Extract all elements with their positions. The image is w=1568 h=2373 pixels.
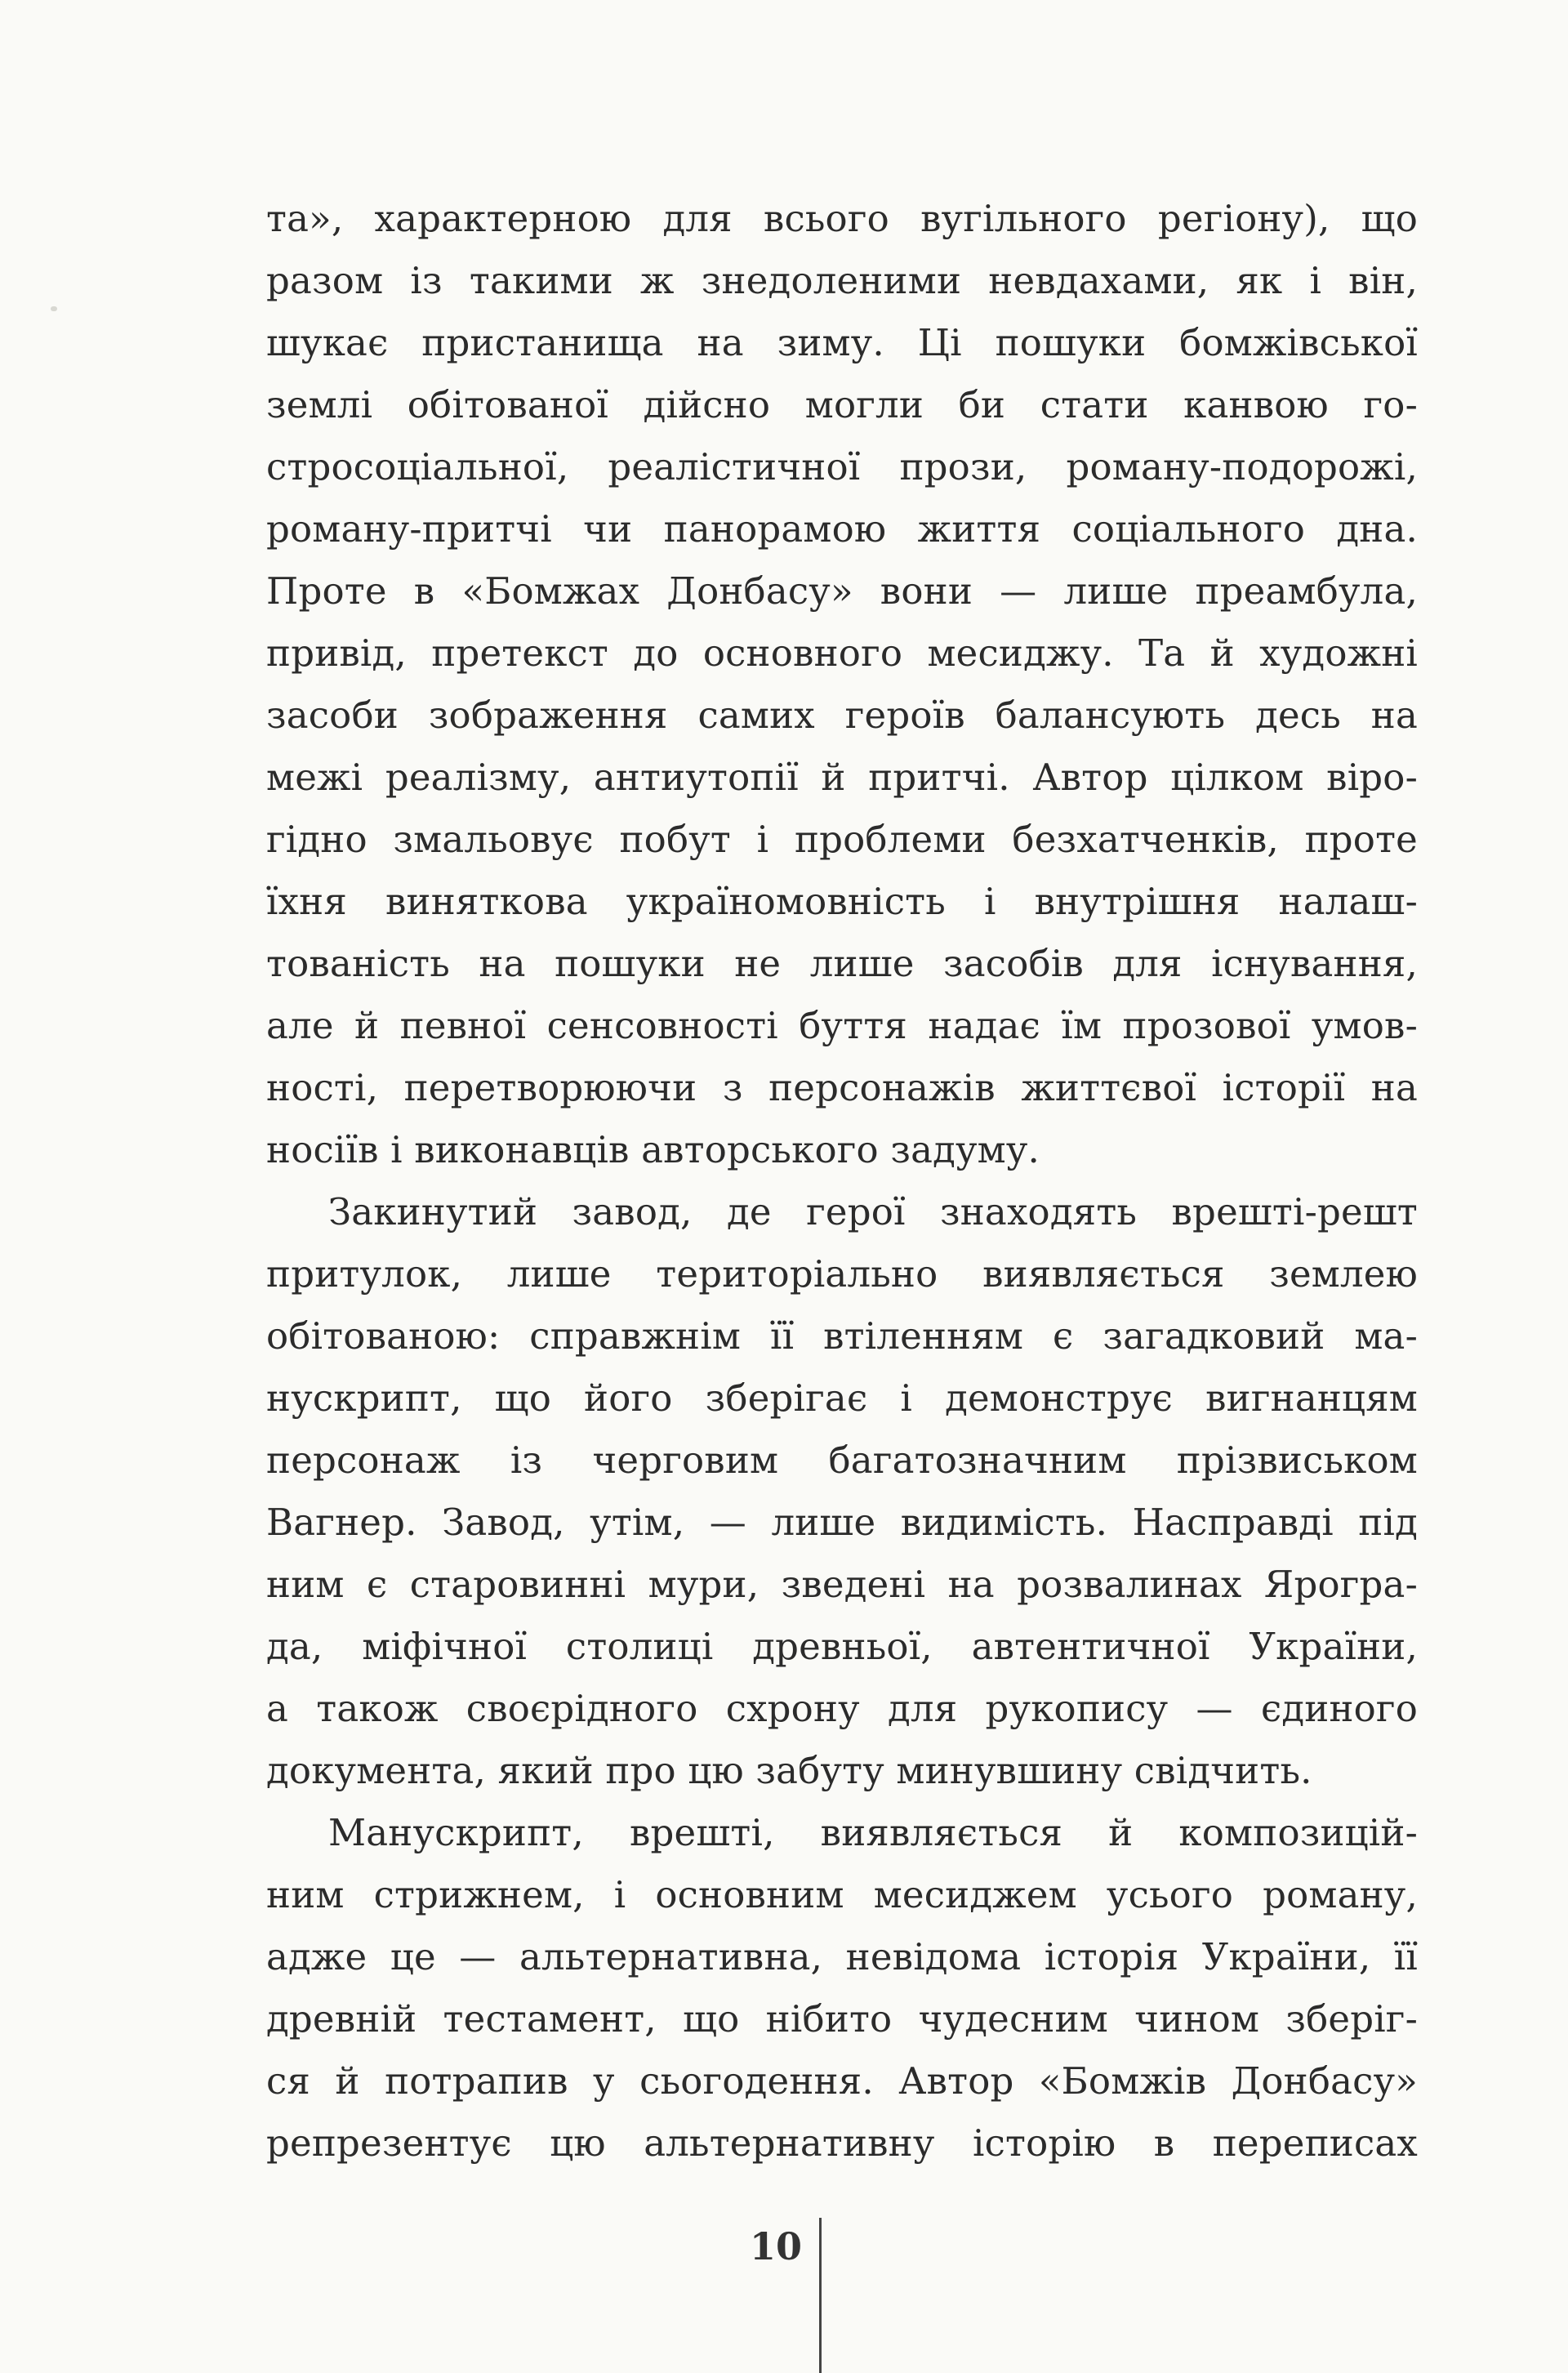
text-line: да, міфічної столиці древньої, автентичної України,: [266, 1625, 1418, 1668]
text-line: гідно змальовує побут і проблеми безхатченків, проте: [266, 818, 1418, 861]
page-number: 10: [749, 2224, 802, 2268]
text-line: Манускрипт, врешті, виявляється й композицій-: [328, 1811, 1418, 1854]
text-line: ним стрижнем, і основним месиджем усього роману,: [266, 1873, 1418, 1916]
text-line: ся й потрапив у сьогодення. Автор «Бомжів Донбасу»: [266, 2059, 1418, 2103]
text-line: носіїв і виконавців авторського задуму.: [266, 1128, 1040, 1171]
text-line: Закинутий завод, де герої знаходять врешті-решт: [328, 1190, 1418, 1233]
text-line: а також своєрідного схрону для рукопису — єдиного: [266, 1687, 1418, 1730]
text-line: засоби зображення самих героїв балансують десь на: [266, 694, 1418, 737]
text-line: ним є старовинні мури, зведені на розвалинах Ярогра-: [266, 1563, 1418, 1606]
text-line: Вагнер. Завод, утім, — лише видимість. Насправді під: [266, 1501, 1418, 1544]
text-line: їхня виняткова україномовність і внутрішня налаш-: [266, 880, 1418, 923]
text-line: стросоціальної, реалістичної прози, роману-подорожі,: [266, 445, 1418, 488]
text-line: адже це — альтернативна, невідома історія України, її: [266, 1935, 1418, 1978]
text-line: шукає пристанища на зиму. Ці пошуки бомжівської: [266, 321, 1418, 364]
text-line: але й певної сенсовності буття надає їм прозової умов-: [266, 1004, 1418, 1047]
text-line: привід, претекст до основного месиджу. Та й художні: [266, 631, 1418, 675]
text-line: нускрипт, що його зберігає і демонструє вигнанцям: [266, 1376, 1418, 1420]
text-line: землі обітованої дійсно могли би стати канвою го-: [266, 383, 1418, 426]
paragraph: [266, 188, 1418, 1181]
text-line: тованість на пошуки не лише засобів для існування,: [266, 942, 1418, 985]
body-text: [266, 188, 1418, 2175]
paragraph: [266, 1802, 1418, 2175]
text-line: межі реалізму, антиутопії й притчі. Автор цілком віро-: [266, 756, 1418, 799]
page-smudge: [51, 306, 57, 311]
text-line: разом із такими ж знедоленими невдахами, як і він,: [266, 259, 1418, 302]
text-line: персонаж із черговим багатозначним прізвиськом: [266, 1439, 1418, 1482]
text-line: Проте в «Бомжах Донбасу» вони — лише преамбула,: [266, 569, 1418, 613]
text-line: обітованою: справжнім її втіленням є загадковий ма-: [266, 1314, 1418, 1358]
text-line: репрезентує цю альтернативну історію в переписах: [266, 2121, 1418, 2165]
text-line: документа, який про цю забуту минувшину свідчить.: [266, 1749, 1312, 1792]
text-line: та», характерною для всього вугільного регіону), що: [266, 197, 1418, 240]
text-line: ності, перетворюючи з персонажів життєвої історії на: [266, 1066, 1418, 1109]
paragraph: [266, 1181, 1418, 1802]
text-line: древній тестамент, що нібито чудесним чином зберіг-: [266, 1997, 1418, 2041]
text-line: притулок, лише територіально виявляється землею: [266, 1252, 1418, 1296]
text-line: роману-притчі чи панорамою життя соціального дна.: [266, 507, 1418, 551]
page-number-rule: [819, 2218, 822, 2373]
